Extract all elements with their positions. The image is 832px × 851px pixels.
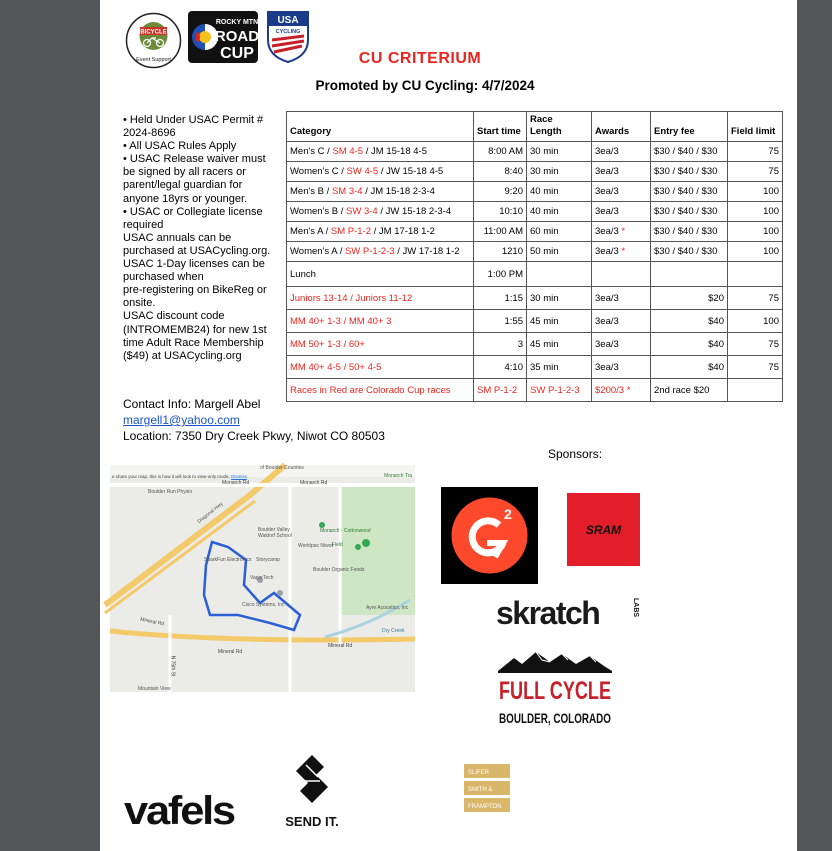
cell-length: 35 min <box>527 356 592 379</box>
cell-category <box>287 162 474 182</box>
cell-fee: $20 <box>651 287 728 310</box>
cell-fee: $30 / $40 / $30 <box>651 162 728 182</box>
sram-logo <box>567 493 640 566</box>
map-banner-text: e share your map, this is how it will look to view-only mode. <box>112 474 230 479</box>
cell-limit: 75 <box>728 333 783 356</box>
info-line: • All USAC Rules Apply <box>123 140 237 153</box>
info-line: purchased when <box>123 271 204 284</box>
header-awards: Awards <box>592 112 651 142</box>
info-line: pre-registering on BikeReg or <box>123 284 267 297</box>
cell-length: 30 min <box>527 142 592 162</box>
cell-category <box>287 202 474 222</box>
g2-text: 2 <box>504 506 512 522</box>
awards-text: 3ea/3 <box>595 166 619 177</box>
info-line: USAC 1-Day licenses can be <box>123 258 265 271</box>
cell-awards: 3ea/3 <box>592 333 651 356</box>
cell-start: 10:10 <box>474 202 527 222</box>
map-label: Ayre Acoustics, Inc <box>366 605 409 611</box>
cell-awards: 3ea/3 <box>592 287 651 310</box>
info-line: (INTROMEMB24) for new 1st <box>123 323 267 336</box>
sponsors-label: Sponsors: <box>548 447 603 461</box>
cell-awards <box>592 202 651 222</box>
table-header-row <box>287 112 783 142</box>
map-label: Cisco Systems, Inc <box>242 602 285 608</box>
table-row <box>287 222 783 242</box>
map-label: Mineral Rd <box>328 643 353 649</box>
category-text: / JW 15-18 4-5 <box>378 166 444 177</box>
cell-fee: $30 / $40 / $30 <box>651 182 728 202</box>
awards-text: 3ea/3 <box>595 146 619 157</box>
page-subtitle: Promoted by CU Cycling: 4/7/2024 <box>315 78 535 93</box>
bicycle-logo-subtext: Event Support <box>136 57 171 63</box>
cell-length: 30 min <box>527 162 592 182</box>
vafels-logo <box>124 790 239 832</box>
category-text: Women's B / <box>290 206 347 217</box>
awards-text: 3ea/3 <box>595 186 619 197</box>
category-red-text: SW P-1-2-3 <box>344 246 395 257</box>
info-line: time Adult Race Membership <box>123 336 264 349</box>
smith-text: SMITH & <box>468 787 493 793</box>
send-it-text: SEND IT. <box>285 814 339 829</box>
cell-category <box>287 182 474 202</box>
info-line: be signed by all racers or <box>123 166 246 179</box>
info-line: purchased at USACycling.org. <box>123 244 271 257</box>
cell-category: MM 40+ 4-5 / 50+ 4-5 <box>287 356 474 379</box>
info-line: • USAC or Collegiate license <box>123 205 263 218</box>
cell-footer-fee: 2nd race $20 <box>651 379 728 402</box>
map-label: Mountain View <box>138 686 171 692</box>
category-text: / JM 15-18 2-3-4 <box>362 186 435 197</box>
full-cycle-logo <box>496 648 614 728</box>
category-text: / JW 15-18 2-3-4 <box>377 206 452 217</box>
cell-limit: 100 <box>728 242 783 262</box>
skratch-labs-logo <box>496 592 642 634</box>
awards-text: 3ea/3 <box>595 226 619 237</box>
cell-awards: 3ea/3 <box>592 356 651 379</box>
category-red-text: SW 4-5 <box>346 166 379 177</box>
category-red-text: SM 4-5 <box>332 146 364 157</box>
cell-awards <box>592 242 651 262</box>
info-line: 2024-8696 <box>123 127 176 140</box>
cell-length: 50 min <box>527 242 592 262</box>
skratch-text: skratch <box>496 595 600 631</box>
table-row <box>287 202 783 222</box>
cell-start: 3 <box>474 333 527 356</box>
bicycle-logo-text: BICYCLE <box>140 29 167 36</box>
cell-length: 40 min <box>527 182 592 202</box>
cell-limit: 100 <box>728 310 783 333</box>
table-row <box>287 310 783 333</box>
cell-limit: 75 <box>728 287 783 310</box>
category-text: / JM 15-18 4-5 <box>363 146 427 157</box>
cell-lunch-time: 1:00 PM <box>474 262 527 287</box>
table-row <box>287 182 783 202</box>
slifer-smith-frampton-logo <box>464 764 510 812</box>
cell-footer-awards: $200/3 * <box>592 379 651 402</box>
cell-start: 8:40 <box>474 162 527 182</box>
cell-start: 9:20 <box>474 182 527 202</box>
cell-awards <box>592 182 651 202</box>
cell-length: 45 min <box>527 333 592 356</box>
cell-fee: $30 / $40 / $30 <box>651 142 728 162</box>
cell-category: MM 40+ 1-3 / MM 40+ 3 <box>287 310 474 333</box>
cell-footer-length: SW P-1-2-3 <box>527 379 592 402</box>
info-line: ($49) at USACycling.org <box>123 349 242 362</box>
cell-fee: $40 <box>651 356 728 379</box>
race-schedule-table <box>286 111 783 402</box>
table-row <box>287 242 783 262</box>
cell-awards: 3ea/3 <box>592 310 651 333</box>
cell-start: 1210 <box>474 242 527 262</box>
cell-length: 60 min <box>527 222 592 242</box>
info-line: • Held Under USAC Permit # <box>123 114 264 126</box>
full-cycle-text: FULL CYCLE <box>499 677 611 705</box>
map-dismiss-link[interactable]: Dismiss <box>231 474 247 479</box>
table-row <box>287 356 783 379</box>
map-label: Monarch Tra <box>384 473 413 479</box>
table-row <box>287 287 783 310</box>
header-race-length-2: Length <box>530 126 562 137</box>
map-label: Worldpac Niwot <box>298 543 333 549</box>
cell-footer-note: Races in Red are Colorado Cup races <box>287 379 474 402</box>
table-row-lunch <box>287 262 783 287</box>
park-area <box>342 485 415 615</box>
category-text: Women's C / <box>290 166 347 177</box>
category-text: / JW 17-18 1-2 <box>394 246 460 257</box>
cell-fee: $40 <box>651 333 728 356</box>
vafels-text: vafels <box>124 789 235 833</box>
cell-lunch-label: Lunch <box>287 262 474 287</box>
map-label: Dry Creek <box>382 628 405 634</box>
course-map[interactable] <box>110 465 415 692</box>
cell-start: 8:00 AM <box>474 142 527 162</box>
map-label: Monarch Rd <box>300 480 328 486</box>
rmrc-line1: ROCKY MTN <box>215 19 259 26</box>
map-label: N 75th St <box>169 655 176 677</box>
map-label: Mineral Rd <box>218 649 243 655</box>
category-text: Men's C / <box>290 146 333 157</box>
cell-limit: 75 <box>728 356 783 379</box>
cell-fee: $30 / $40 / $30 <box>651 222 728 242</box>
cell-awards <box>592 222 651 242</box>
g2-logo <box>441 487 538 584</box>
contact-email-link[interactable]: margell1@yahoo.com <box>123 413 240 427</box>
info-line: parent/legal guardian for <box>123 179 243 192</box>
info-line: USAC discount code <box>123 310 225 323</box>
cycling-text: CYCLING <box>275 29 301 35</box>
awards-text: 3ea/3 <box>595 206 619 217</box>
category-red-text: SM P-1-2 <box>330 226 372 237</box>
cell-limit: 100 <box>728 202 783 222</box>
cell-category: Juniors 13-14 / Juniors 11-12 <box>287 287 474 310</box>
cell-category <box>287 242 474 262</box>
cell-category: MM 50+ 1-3 / 60+ <box>287 333 474 356</box>
category-text: / JM 17-18 1-2 <box>371 226 435 237</box>
cell-fee: $30 / $40 / $30 <box>651 202 728 222</box>
cell-limit: 100 <box>728 222 783 242</box>
location-text: Location: 7350 Dry Creek Pkwy, Niwot CO 80503 <box>123 429 385 443</box>
info-line: • USAC Release waiver must <box>123 153 266 166</box>
info-line: USAC annuals can be <box>123 231 232 244</box>
contact-label: Contact Info: Margell Abel <box>123 397 261 411</box>
map-label: Diagonal Hwy <box>196 501 225 525</box>
cell-length: 45 min <box>527 310 592 333</box>
map-label: Boulder Run Physio <box>148 489 193 495</box>
map-label: of Boulder Counties <box>260 465 304 471</box>
cell-length: 40 min <box>527 202 592 222</box>
flyer-page <box>100 0 797 851</box>
info-line: anyone 18yrs or younger. <box>123 192 248 205</box>
send-it-logo <box>276 753 348 831</box>
header-category: Category <box>287 112 474 142</box>
cell-awards <box>592 142 651 162</box>
header-entry-fee: Entry fee <box>651 112 728 142</box>
header-start-time: Start time <box>474 112 527 142</box>
cell-start: 1:15 <box>474 287 527 310</box>
full-cycle-subtext: BOULDER, COLORADO <box>499 710 612 726</box>
map-label: SparkFun Electronics <box>204 557 252 563</box>
contact-block <box>123 396 423 444</box>
category-text: Women's A / <box>290 246 345 257</box>
map-label: Monarch Rd <box>222 480 250 486</box>
page-title: CU CRITERIUM <box>358 50 482 67</box>
category-text: Men's B / <box>290 186 332 197</box>
category-red-text: SW 3-4 <box>346 206 378 217</box>
map-label: Storycamp <box>256 557 280 563</box>
header-race-length <box>527 112 592 142</box>
awards-star: * <box>621 246 626 257</box>
cell-category <box>287 222 474 242</box>
table-row <box>287 333 783 356</box>
map-label: Monarch - Cottonwood <box>320 528 371 534</box>
cell-limit: 100 <box>728 182 783 202</box>
skratch-labs-text: LABS <box>632 598 639 618</box>
map-label: Field <box>332 542 343 548</box>
rmrc-line3: CUP <box>220 45 254 62</box>
awards-star: * <box>621 226 626 237</box>
usa-text: USA <box>277 15 299 26</box>
cell-start: 1:55 <box>474 310 527 333</box>
rules-info-block <box>123 114 283 363</box>
awards-text: 3ea/3 <box>595 246 619 257</box>
category-red-text: SM 3-4 <box>331 186 363 197</box>
sram-text: SRAM <box>585 523 622 537</box>
cell-length: 30 min <box>527 287 592 310</box>
map-label: Mineral Rd <box>139 616 165 628</box>
info-line: required <box>123 218 164 231</box>
cell-start: 11:00 AM <box>474 222 527 242</box>
table-footer-row <box>287 379 783 402</box>
map-label: Boulder Valley Waldorf School <box>258 527 292 539</box>
map-label: VaporTech <box>250 575 274 581</box>
cell-limit: 75 <box>728 162 783 182</box>
rmrc-line2: ROAD <box>214 28 260 45</box>
cell-fee: $40 <box>651 310 728 333</box>
table-row <box>287 142 783 162</box>
table-row <box>287 162 783 182</box>
header-field-limit: Field limit <box>728 112 783 142</box>
header-race-length-1: Race <box>530 114 553 125</box>
cell-awards <box>592 162 651 182</box>
info-line: onsite. <box>123 297 156 310</box>
cell-category <box>287 142 474 162</box>
cell-footer-start: SM P-1-2 <box>474 379 527 402</box>
cell-fee: $30 / $40 / $30 <box>651 242 728 262</box>
category-text: Men's A / <box>290 226 331 237</box>
cell-start: 4:10 <box>474 356 527 379</box>
cell-limit: 75 <box>728 142 783 162</box>
map-label: Boulder Organic Foods <box>313 567 365 573</box>
slifer-text: SLIFER <box>468 770 490 776</box>
frampton-text: FRAMPTON <box>468 804 502 810</box>
